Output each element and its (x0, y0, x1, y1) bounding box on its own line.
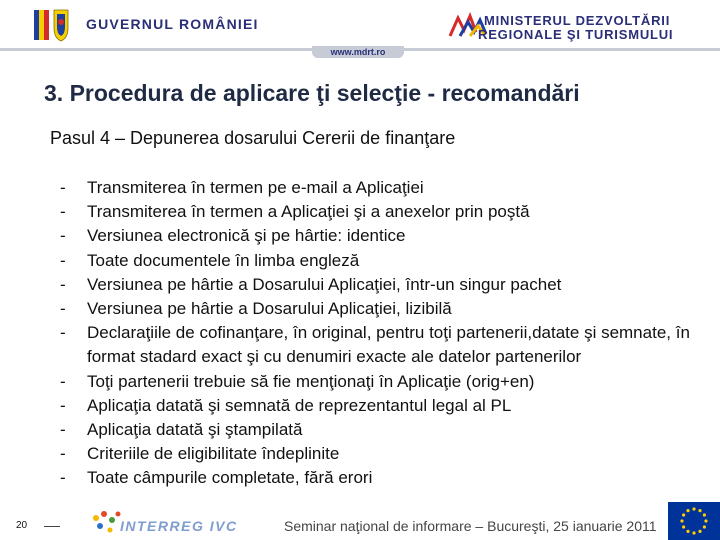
bullet-marker: - (60, 299, 66, 319)
list-item (60, 442, 700, 466)
list-item (60, 273, 700, 297)
list-item-text: Versiunea pe hârtie a Dosarului Aplicaţiei, lizibilă (87, 299, 452, 319)
bullet-marker: - (60, 323, 66, 343)
eu-flag-icon (668, 502, 720, 540)
interreg-label: INTERREG IVC (120, 518, 238, 534)
list-item (60, 249, 700, 273)
list-item-text: Versiunea pe hârtie a Dosarului Aplicaţiei, într-un singur pachet (87, 274, 562, 294)
list-item (60, 224, 700, 248)
list-item-text: Criteriile de eligibilitate îndeplinite (87, 444, 340, 464)
requirements-list (60, 176, 700, 491)
government-name: GUVERNUL ROMÂNIEI (86, 16, 259, 32)
bullet-marker: - (60, 444, 66, 464)
list-item (60, 394, 700, 418)
bullet-marker: - (60, 202, 66, 222)
list-item (60, 321, 700, 369)
list-item-text: Aplicaţia datată şi ştampilată (87, 420, 303, 440)
list-item (60, 200, 700, 224)
list-item (60, 176, 700, 200)
slide-number: 20 (16, 520, 28, 531)
website-tab (312, 46, 404, 58)
ministry-name-line2: REGIONALE ŞI TURISMULUI (478, 27, 674, 42)
list-item-text: Toate documentele în limba engleză (87, 250, 360, 270)
list-item (60, 418, 700, 442)
website-url[interactable]: www.mdrt.ro (330, 47, 386, 57)
footer-divider (44, 526, 60, 527)
slide-subtitle: Pasul 4 – Depunerea dosarului Cererii de finanţare (50, 128, 456, 148)
footer-event-text: Seminar naţional de informare – Bucureşti, 25 ianuarie 2011 (284, 518, 657, 534)
ministry-name-line1: MINISTERUL DEZVOLTĂRII (484, 13, 671, 28)
list-item-text: Toţi partenerii trebuie să fie menţionaţi în Aplicaţie (orig+en) (87, 371, 535, 391)
bullet-marker: - (60, 250, 66, 270)
bullet-marker: - (60, 226, 66, 246)
bullet-marker: - (60, 468, 66, 488)
list-item-text: Transmiterea în termen a Aplicaţiei şi a anexelor prin poştă (87, 202, 530, 222)
list-item-text: Versiunea electronică şi pe hârtie: identice (87, 226, 406, 246)
bullet-marker: - (60, 395, 66, 415)
bullet-marker: - (60, 420, 66, 440)
list-item (60, 466, 700, 490)
list-item (60, 370, 700, 394)
slide-title: 3. Procedura de aplicare ţi selecţie - recomandări (44, 80, 580, 106)
header-bar (0, 0, 720, 57)
list-item (60, 297, 700, 321)
bullet-marker: - (60, 371, 66, 391)
bullet-marker: - (60, 274, 66, 294)
list-item-text: Toate câmpurile completate, fără erori (87, 468, 373, 488)
list-item-text: Aplicaţia datată şi semnată de reprezentantul legal al PL (87, 395, 512, 415)
coat-of-arms-icon (34, 8, 74, 42)
list-item-text: Transmiterea în termen pe e-mail a Aplicaţiei (87, 178, 424, 197)
bullet-marker: - (60, 178, 66, 197)
list-item-text: Declaraţiile de cofinanţare, în original, pentru toţi partenerii,datate şi semnate, în format stadard exact şi cu denumiri exacte ale datelor partenerilor (87, 323, 690, 367)
